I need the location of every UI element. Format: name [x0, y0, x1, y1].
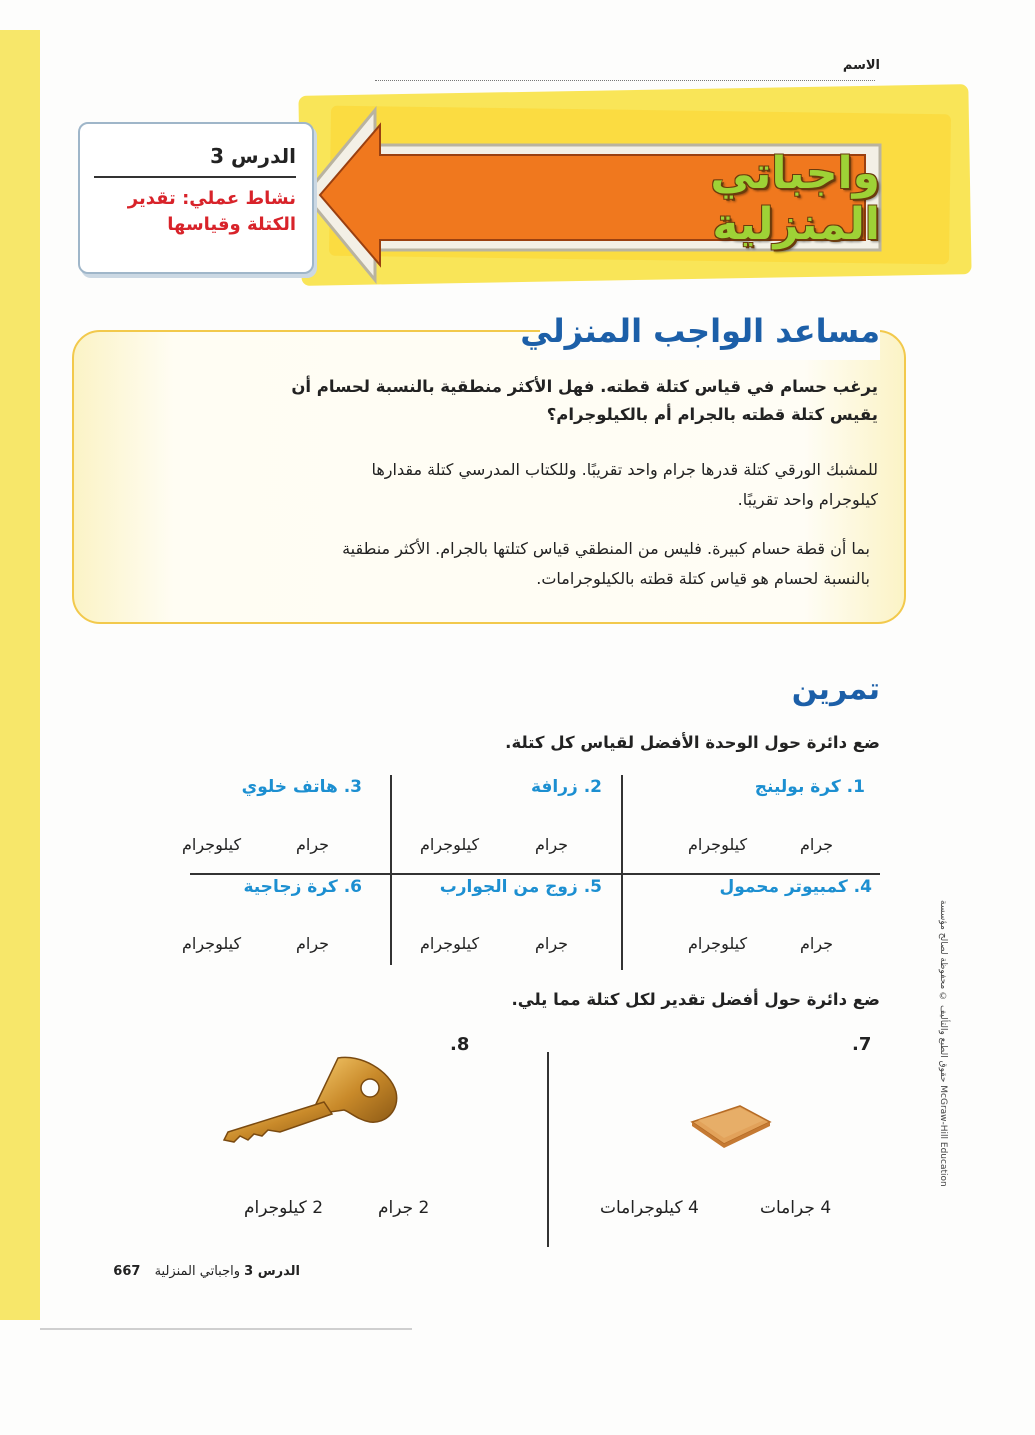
item-label: 5. زوج من الجوارب: [439, 877, 602, 897]
page-edge-stripe: [0, 30, 40, 1320]
option-kilogram[interactable]: كيلوجرام: [688, 934, 748, 953]
crackers-icon: [688, 1100, 773, 1150]
copyright-text: حقوق الطبع والتأليف © محفوظة لصالح مؤسسة McGraw-Hill Education: [938, 900, 948, 1187]
lesson-card: [78, 122, 314, 274]
option-kilogram[interactable]: كيلوجرام: [182, 934, 242, 953]
option-kilogram[interactable]: كيلوجرام: [420, 835, 480, 854]
item-label: 2. زرافة: [530, 777, 602, 797]
question-8-number: .8: [450, 1034, 470, 1055]
option-2-kilograms[interactable]: 2 كيلوجرام: [244, 1198, 324, 1218]
option-gram[interactable]: جرام: [535, 835, 569, 854]
practice-title: تمرين: [791, 672, 880, 707]
instruction-units: ضع دائرة حول الوحدة الأفضل لقياس كل كتلة.: [505, 733, 880, 752]
grid-divider: [390, 775, 392, 965]
option-gram[interactable]: جرام: [296, 835, 330, 854]
helper-paragraph-2: بما أن قطة حسام كبيرة. فليس من المنطقي قياس كتلتها بالجرام. الأكثر منطقية بالنسبة لحسام هو قياس كتلة قطته بالكيلوجرامات.: [342, 539, 870, 588]
option-2-grams[interactable]: 2 جرام: [378, 1198, 430, 1218]
item-label: 4. كمبيوتر محمول: [719, 877, 872, 897]
option-gram[interactable]: جرام: [535, 934, 569, 953]
option-kilogram[interactable]: كيلوجرام: [182, 835, 242, 854]
option-gram[interactable]: جرام: [800, 934, 834, 953]
question-divider: [547, 1052, 549, 1247]
page-number: 667: [113, 1264, 141, 1279]
item-label: 3. هاتف خلوي: [241, 777, 362, 797]
footer-title: واجباتي المنزلية: [154, 1264, 241, 1279]
option-gram[interactable]: جرام: [800, 835, 834, 854]
option-4-kilograms[interactable]: 4 كيلوجرامات: [600, 1198, 699, 1218]
page-footer: [90, 1264, 300, 1279]
lesson-number: الدرس 3: [210, 144, 296, 168]
question-7-number: .7: [852, 1034, 872, 1055]
name-label: الاسم: [842, 58, 880, 73]
grid-divider: [190, 873, 880, 875]
page-title: واجباتي المنزلية: [710, 148, 880, 250]
helper-question: يرغب حسام في قياس كتلة قطته. فهل الأكثر منطقية بالنسبة لحسام أن يقيس كتلة قطته بالجرام أم بالكيلوجرام؟: [291, 377, 878, 424]
option-kilogram[interactable]: كيلوجرام: [420, 934, 480, 953]
option-gram[interactable]: جرام: [296, 934, 330, 953]
item-label: 6. كرة زجاجية: [243, 877, 362, 897]
key-icon: [220, 1052, 400, 1147]
option-kilogram[interactable]: كيلوجرام: [688, 835, 748, 854]
item-label: 1. كرة بولينج: [754, 777, 865, 797]
bottom-rule: [40, 1328, 412, 1330]
name-line: [375, 80, 875, 81]
lesson-activity: نشاط عملي: تقدير الكتلة وقياسها: [127, 188, 296, 235]
helper-title: مساعد الواجب المنزلي: [520, 312, 880, 350]
instruction-estimates: ضع دائرة حول أفضل تقدير لكل كتلة مما يلي.: [511, 990, 880, 1009]
helper-paragraph-1: للمشبك الورقي كتلة قدرها جرام واحد تقريبًا. وللكتاب المدرسي كتلة مقدارها كيلوجرام واحد تقريبًا.: [371, 460, 878, 509]
lesson-divider: [94, 176, 296, 178]
footer-lesson: الدرس 3: [244, 1264, 300, 1279]
option-4-grams[interactable]: 4 جرامات: [760, 1198, 832, 1218]
